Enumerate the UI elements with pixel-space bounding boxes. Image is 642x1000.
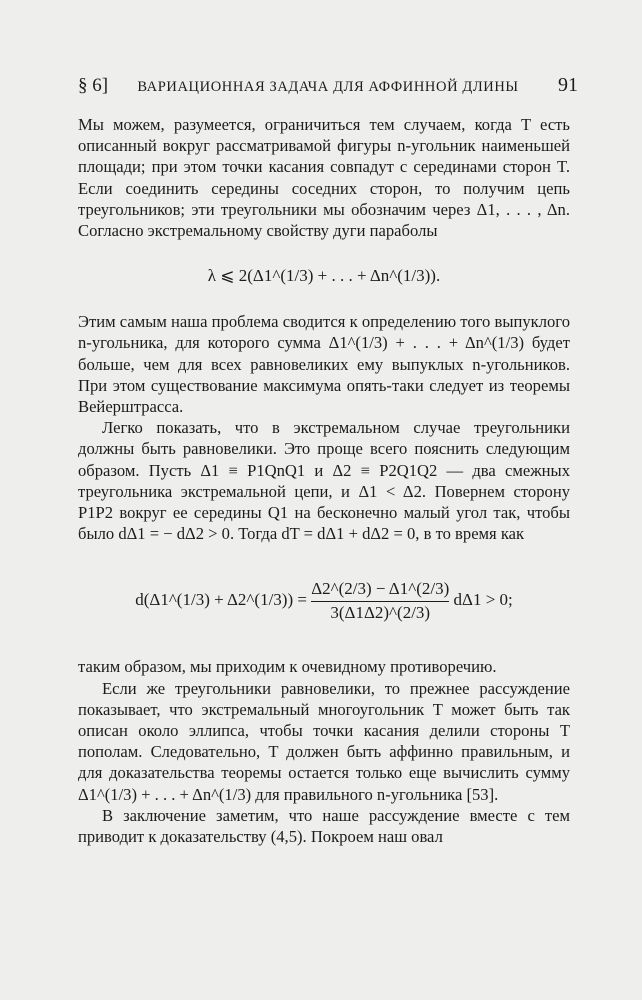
body-text xyxy=(78,114,570,847)
page-number: 91 xyxy=(558,74,578,96)
paragraph-2: Этим самым наша проблема сводится к определению того выпуклого n-угольника, для которого сумма Δ1^(1/3) + . . . + Δn^(1/3) будет больше, чем для всех равновеликих ему выпуклых n-угольников. При этом существование максимума опять-таки следует из теоремы Вейерштрасса. xyxy=(78,312,570,417)
section-mark: § 6] xyxy=(78,75,109,96)
formula-fraction xyxy=(311,580,449,622)
fraction-bar xyxy=(311,601,449,602)
running-header xyxy=(78,74,578,102)
paragraph-4: таким образом, мы приходим к очевидному противоречию. xyxy=(78,657,497,677)
paragraph-5: Если же треугольники равновелики, то прежнее рассуждение показывает, что экстремальный многоугольник T может быть так описан около эллипса, чтобы точки касания делили стороны T пополам. Следовательно, T должен быть аффинно правильным, и для доказательства теоремы остается только еще вычислить сумму Δ1^(1/3) + . . . + Δn^(1/3) для правильного n-угольника [53]. xyxy=(78,678,570,804)
formula-differential xyxy=(78,544,570,656)
formula-differential-rhs: dΔ1 > 0; xyxy=(453,590,513,610)
fraction-numerator: Δ2^(2/3) − Δ1^(2/3) xyxy=(311,579,450,599)
formula-lambda-bound: λ ⩽ 2(Δ1^(1/3) + . . . + Δn^(1/3)). xyxy=(207,266,441,286)
fraction-denominator: 3(Δ1Δ2)^(2/3) xyxy=(330,603,431,623)
paragraph-3: Легко показать, что в экстремальном случае треугольники должны быть равновелики. Это проще всего пояснить следующим образом. Пусть Δ1 ≡ P1QnQ1 и Δ2 ≡ P2Q1Q2 — два смежных треугольника экстремальной цепи, и Δ1 < Δ2. Повернем сторону P1P2 вокруг ее середины Q1 на бесконечно малый угол так, чтобы было dΔ1 = − dΔ2 > 0. Тогда dT = dΔ1 + dΔ2 = 0, в то время как xyxy=(78,418,570,544)
paragraph-1: Мы можем, разумеется, ограничиться тем случаем, когда T есть описанный вокруг рассматривамой фигуры n-угольник наименьшей площади; при этом точки касания совпадут с серединами сторон T. Если соединить середины соседних сторон, то получим цепь треугольников; эти треугольники мы обозначим через Δ1, . . . , Δn. Согласно экстремальному свойству дуги параболы xyxy=(78,115,570,241)
running-title: ВАРИАЦИОННАЯ ЗАДАЧА ДЛЯ АФФИННОЙ ДЛИНЫ xyxy=(137,79,519,95)
formula-differential-lhs: d(Δ1^(1/3) + Δ2^(1/3)) = xyxy=(135,590,307,610)
paragraph-6: В заключение заметим, что наше рассуждение вместе с тем приводит к доказательству (4,5). Покроем наш овал xyxy=(78,805,570,847)
